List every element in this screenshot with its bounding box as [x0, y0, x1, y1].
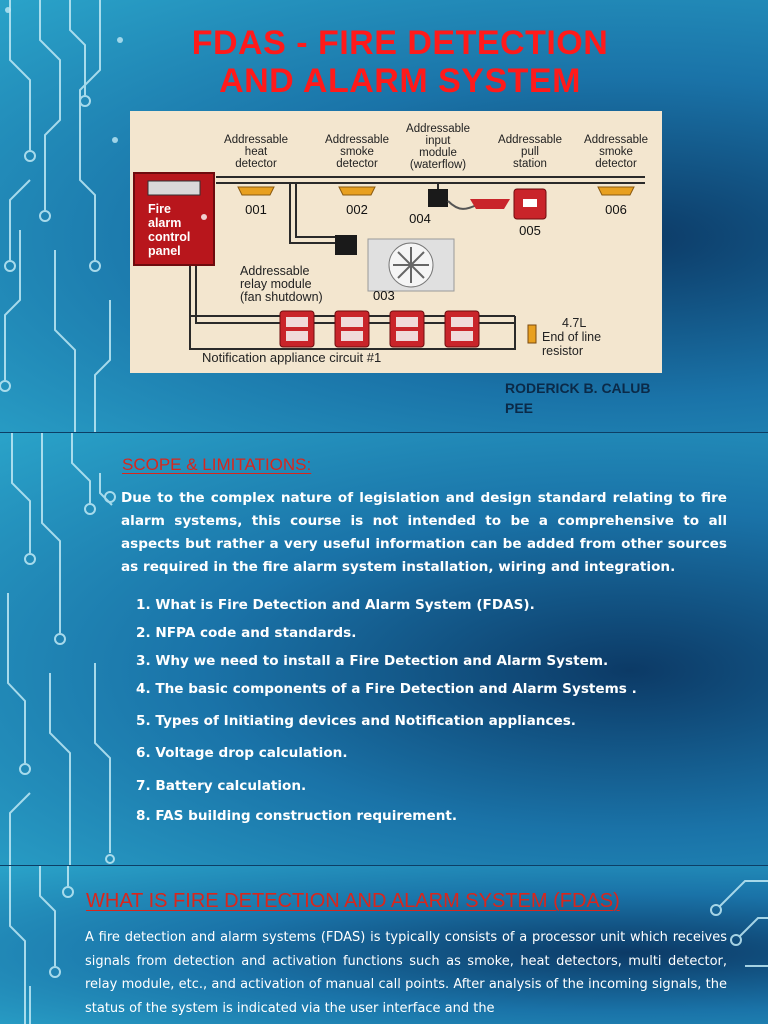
device-002-label-2: smoke	[340, 146, 374, 158]
nac-label: Notification appliance circuit #1	[202, 350, 382, 365]
slide-title	[0, 0, 768, 432]
device-005-number: 005	[519, 223, 541, 238]
title-line-2: AND ALARM SYSTEM	[219, 62, 581, 100]
device-006-label-1: Addressable	[584, 134, 648, 146]
list-item: 7. Battery calculation.	[136, 778, 307, 794]
author-name: RODERICK B. CALUB	[505, 380, 651, 396]
device-004-number: 004	[409, 211, 431, 226]
resistor-label-1: 4.7L	[562, 316, 587, 330]
title-line-1: FDAS - FIRE DETECTION	[191, 24, 609, 62]
device-004-label-3: module	[419, 147, 457, 159]
presentation-title	[120, 24, 680, 100]
relay-number: 003	[373, 288, 395, 303]
slide-scope	[0, 433, 768, 865]
panel-label-4: panel	[148, 244, 181, 258]
panel-label-2: alarm	[148, 216, 182, 230]
scope-paragraph: Due to the complex nature of legislation and design standard relating to fire alarm systems, this course is not intended to be a comprehensive to all aspects but rather a very useful information can be added from other sources as required in the fire alarm system installation, wiring and integration.	[121, 490, 727, 575]
list-item: 6. Voltage drop calculation.	[136, 745, 348, 761]
fdas-paragraph: A fire detection and alarm systems (FDAS) is typically consists of a processor unit which receives signals from detection and activation functions such as smoke, heat detectors, multi detector, relay module, etc., and activation of manual call points. After analysis of the incoming signals, the status of the system is indicated via the user interface and the	[85, 930, 727, 1016]
author-title: PEE	[505, 400, 534, 416]
resistor-label-2: End of line	[542, 330, 602, 344]
scope-heading: SCOPE & LIMITATIONS:	[122, 455, 312, 474]
author-block	[505, 378, 650, 418]
device-004-label-4: (waterflow)	[409, 159, 467, 171]
device-005-label-1: Addressable	[498, 134, 562, 146]
list-item: 1. What is Fire Detection and Alarm System (FDAS).	[136, 597, 535, 613]
device-006-label-2: smoke	[599, 146, 633, 158]
list-item: 5. Types of Initiating devices and Notification appliances.	[136, 713, 576, 729]
device-001-label-1: Addressable	[224, 134, 288, 146]
device-006-label-3: detector	[595, 158, 637, 170]
device-002-number: 002	[346, 202, 368, 217]
list-item: 8. FAS building construction requirement.	[136, 808, 458, 824]
device-002-label-3: detector	[336, 158, 378, 170]
relay-label-3: (fan shutdown)	[240, 290, 323, 304]
device-005-label-2: pull	[521, 146, 539, 158]
slide-what-is-fdas	[0, 866, 768, 1024]
fire-alarm-control-panel	[134, 173, 214, 265]
device-006-number: 006	[605, 202, 627, 217]
device-004-label-1: Addressable	[406, 123, 470, 135]
panel-label-3: control	[148, 230, 191, 244]
device-001-number: 001	[245, 202, 267, 217]
device-002-label-1: Addressable	[325, 134, 389, 146]
resistor-label-3: resistor	[542, 344, 583, 358]
device-001-label-3: detector	[235, 158, 277, 170]
relay-label-2: relay module	[240, 277, 312, 291]
panel-label-1: Fire	[148, 202, 171, 216]
list-item: 4. The basic components of a Fire Detection and Alarm Systems .	[136, 681, 637, 697]
list-item: 3. Why we need to install a Fire Detection and Alarm System.	[136, 653, 609, 669]
device-004-label-2: input	[425, 135, 451, 147]
device-001-label-2: heat	[244, 146, 268, 158]
fdas-heading: WHAT IS FIRE DETECTION AND ALARM SYSTEM (FDAS)	[86, 890, 620, 912]
relay-label-1: Addressable	[240, 264, 310, 278]
fdas-wiring-diagram	[130, 111, 662, 373]
list-item: 2. NFPA code and standards.	[136, 625, 357, 641]
device-005-label-3: station	[513, 158, 547, 170]
